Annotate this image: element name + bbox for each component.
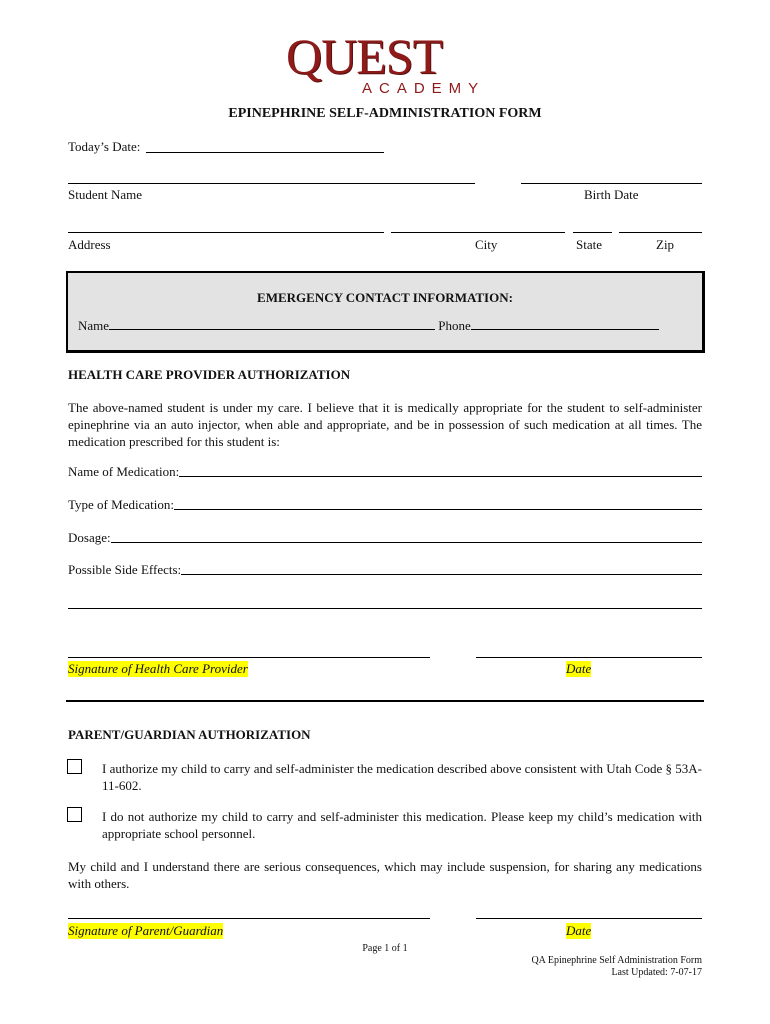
side-effects-label: Possible Side Effects:: [68, 562, 182, 577]
emergency-phone-label: Phone: [438, 318, 471, 333]
page-number: Page 1 of 1: [362, 943, 408, 954]
medication-type-field[interactable]: [174, 497, 702, 510]
medication-name-field[interactable]: [179, 464, 702, 477]
authorize-option-text: I authorize my child to carry and self-administer the medication described above consistent with Utah Code § 53A-11-602.: [102, 761, 702, 793]
emergency-phone-field[interactable]: [471, 329, 659, 330]
parent-heading: PARENT/GUARDIAN AUTHORIZATION: [68, 727, 311, 742]
todays-date-label: Today’s Date:: [68, 139, 141, 154]
dosage-field[interactable]: [111, 530, 702, 543]
side-effects-extra-line[interactable]: [68, 608, 702, 609]
dosage-row: [68, 530, 702, 546]
hcp-signature-label: Signature of Health Care Provider: [68, 661, 248, 676]
address-label: Address: [68, 237, 111, 252]
parent-date-label: Date: [566, 923, 592, 938]
parent-date-field[interactable]: [476, 918, 702, 919]
footer-last-updated: Last Updated: 7-07-17: [611, 967, 702, 978]
parent-signature-label: Signature of Parent/Guardian: [68, 923, 224, 938]
consequences-paragraph: My child and I understand there are serious consequences, which may include suspension, for sharing any medications with others.: [68, 859, 702, 891]
zip-field[interactable]: [619, 232, 702, 233]
hcp-heading: HEALTH CARE PROVIDER AUTHORIZATION: [68, 367, 351, 382]
do-not-authorize-option-text: I do not authorize my child to carry and self-administer this medication. Please keep my child’s medication with appropriate school personnel.: [102, 809, 702, 841]
side-effects-field[interactable]: [181, 562, 702, 575]
hcp-signature-field[interactable]: [68, 657, 430, 658]
hcp-date-field[interactable]: [476, 657, 702, 658]
emergency-contact-box: [66, 271, 705, 353]
city-field[interactable]: [391, 232, 565, 233]
logo-academy-text: ACADEMY: [362, 80, 486, 97]
medication-type-row: [68, 497, 702, 513]
parent-signature-field[interactable]: [68, 918, 430, 919]
medication-name-row: [68, 464, 702, 480]
state-label: State: [576, 237, 602, 252]
form-title: EPINEPHRINE SELF-ADMINISTRATION FORM: [228, 106, 542, 121]
section-divider: [66, 700, 704, 702]
quest-academy-logo: [282, 28, 486, 102]
hcp-date-label: Date: [566, 661, 592, 676]
emergency-contact-row: [78, 318, 659, 334]
do-not-authorize-checkbox[interactable]: [67, 807, 82, 822]
side-effects-row: [68, 562, 702, 578]
footer-form-name: QA Epinephrine Self Administration Form: [531, 955, 702, 966]
authorize-checkbox[interactable]: [67, 759, 82, 774]
emergency-contact-title: EMERGENCY CONTACT INFORMATION:: [257, 290, 513, 305]
state-field[interactable]: [573, 232, 612, 233]
logo-quest-text: QUEST: [286, 28, 443, 84]
emergency-name-field[interactable]: [109, 329, 435, 330]
hcp-paragraph: The above-named student is under my care. I believe that it is medically appropriate for the student to self-administer epinephrine via an auto injector, when able and appropriate, and be in possession of such medication at all times. The medication prescribed for this student is:: [68, 400, 702, 449]
todays-date-field[interactable]: [146, 152, 384, 153]
medication-name-label: Name of Medication:: [68, 464, 180, 479]
emergency-name-label: Name: [78, 318, 110, 333]
medication-type-label: Type of Medication:: [68, 497, 174, 512]
student-name-label: Student Name: [68, 187, 143, 202]
city-label: City: [475, 237, 498, 252]
zip-label: Zip: [656, 237, 675, 252]
student-name-field[interactable]: [68, 183, 475, 184]
birth-date-label: Birth Date: [584, 187, 639, 202]
address-field[interactable]: [68, 232, 384, 233]
birth-date-field[interactable]: [521, 183, 702, 184]
dosage-label: Dosage:: [68, 530, 111, 545]
